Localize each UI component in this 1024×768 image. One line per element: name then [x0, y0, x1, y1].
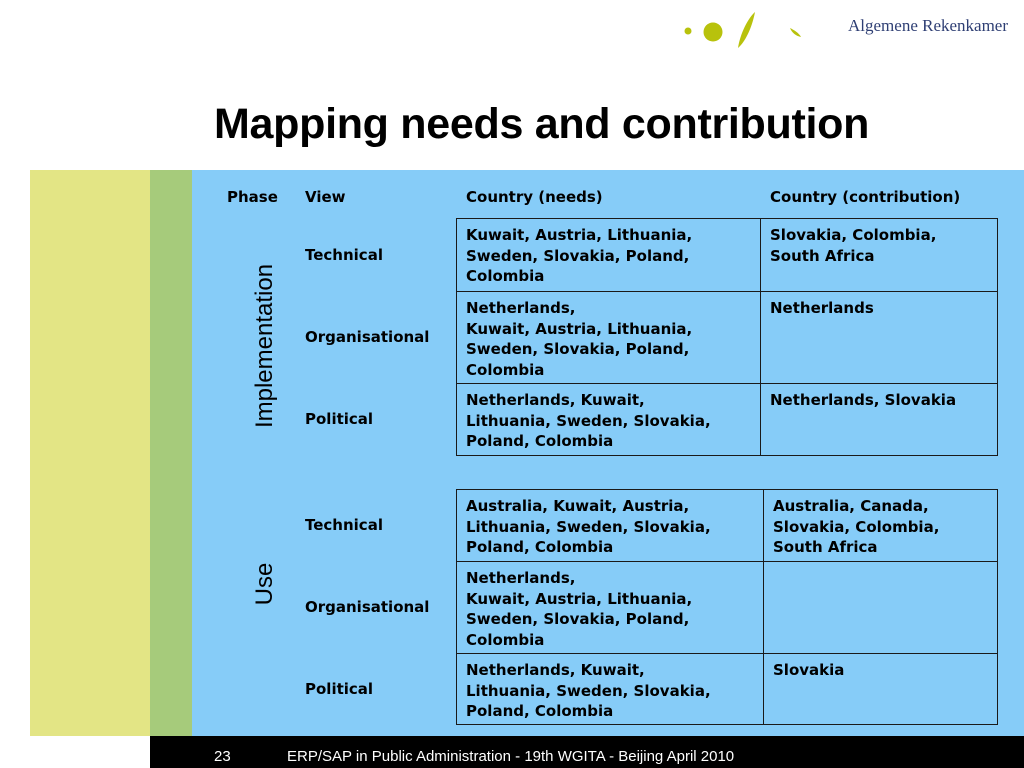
phase-label-implementation: Implementation — [251, 263, 278, 429]
view-label: Organisational — [305, 328, 430, 346]
brand-name: Algemene Rekenkamer — [848, 16, 1009, 35]
logo-icon — [682, 8, 812, 58]
view-label: Technical — [305, 516, 383, 534]
view-label: Technical — [305, 246, 383, 264]
contribution-text: Slovakia, Colombia, South Africa — [770, 226, 937, 265]
view-label: Organisational — [305, 598, 430, 616]
decorative-band-green — [150, 170, 192, 736]
implementation-table — [456, 218, 998, 456]
view-label: Political — [305, 410, 374, 428]
table-row — [457, 654, 998, 725]
page-title: Mapping needs and contribution — [214, 100, 870, 148]
needs-cell — [457, 490, 764, 562]
column-header-view: View — [305, 188, 346, 206]
needs-text: Netherlands, Kuwait, Austria, Lithuania, Sweden, Slovakia, Poland, Colombia — [466, 299, 693, 379]
phase-label-use: Use — [251, 562, 278, 606]
table-row — [457, 562, 998, 654]
use-table — [456, 489, 998, 725]
needs-cell — [457, 562, 764, 654]
footer-text: ERP/SAP in Public Administration - 19th WGITA - Beijing April 2010 — [287, 748, 735, 765]
contribution-cell — [761, 384, 998, 456]
needs-text: Australia, Kuwait, Austria, Lithuania, Sweden, Slovakia, Poland, Colombia — [466, 497, 711, 556]
needs-cell — [457, 219, 761, 292]
contribution-cell — [761, 219, 998, 292]
needs-cell — [457, 654, 764, 725]
column-header-contribution: Country (contribution) — [770, 188, 961, 206]
contribution-cell — [764, 654, 998, 725]
table-row — [457, 384, 998, 456]
needs-text: Netherlands, Kuwait, Lithuania, Sweden, Slovakia, Poland, Colombia — [466, 661, 711, 720]
needs-cell — [457, 292, 761, 384]
needs-text: Kuwait, Austria, Lithuania, Sweden, Slovakia, Poland, Colombia — [466, 226, 693, 285]
contribution-cell — [764, 490, 998, 562]
contribution-text: Netherlands, Slovakia — [770, 391, 957, 409]
column-header-phase: Phase — [227, 188, 278, 206]
needs-text: Netherlands, Kuwait, Lithuania, Sweden, Slovakia, Poland, Colombia — [466, 391, 711, 450]
decorative-band-yellow — [30, 170, 150, 736]
contribution-text: Australia, Canada, Slovakia, Colombia, South Africa — [773, 497, 940, 556]
contribution-text: Netherlands — [770, 299, 874, 317]
table-row — [457, 292, 998, 384]
view-label: Political — [305, 680, 374, 698]
table-row — [457, 219, 998, 292]
contribution-text: Slovakia — [773, 661, 845, 679]
table-row — [457, 490, 998, 562]
page-number: 23 — [214, 748, 231, 765]
contribution-cell — [764, 562, 998, 654]
needs-text: Netherlands, Kuwait, Austria, Lithuania, Sweden, Slovakia, Poland, Colombia — [466, 569, 693, 649]
needs-cell — [457, 384, 761, 456]
column-header-needs: Country (needs) — [466, 188, 603, 206]
contribution-cell — [761, 292, 998, 384]
